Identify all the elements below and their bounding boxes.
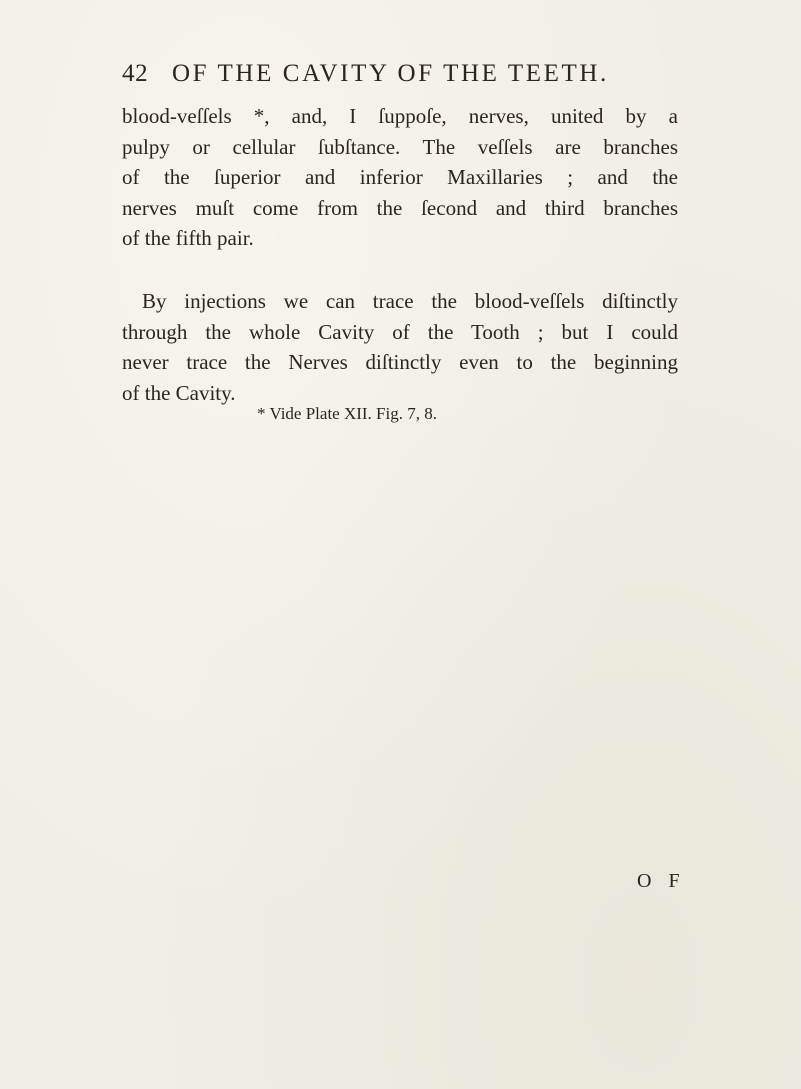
text-line: never trace the Nerves diſtinctly even to the beginning xyxy=(122,350,678,374)
running-title: OF THE CAVITY OF THE TEETH. xyxy=(172,60,609,87)
text-line: By injections we can trace the blood-veſſels diſtinctly xyxy=(142,289,678,313)
text-line: of the fifth pair. xyxy=(122,226,254,250)
footnote: * Vide Plate XII. Fig. 7, 8. xyxy=(257,404,437,423)
text-line: nerves muſt come from the ſecond and third branches xyxy=(122,195,678,220)
text-line: of the ſuperior and inferior Maxillaries ; and the xyxy=(122,165,678,189)
running-header xyxy=(122,60,682,94)
page-number: 42 xyxy=(122,60,149,87)
paragraph-1 xyxy=(122,101,678,254)
catchword: O F xyxy=(637,870,686,892)
text-line: blood-veſſels *, and, I ſuppoſe, nerves, united by a xyxy=(122,104,678,128)
text-line: pulpy or cellular ſubſtance. The veſſels are branches xyxy=(122,134,678,159)
text-line: through the whole Cavity of the Tooth ; but I could xyxy=(122,319,678,344)
text-line: of the Cavity. xyxy=(122,380,236,405)
paragraph-2 xyxy=(122,286,678,408)
